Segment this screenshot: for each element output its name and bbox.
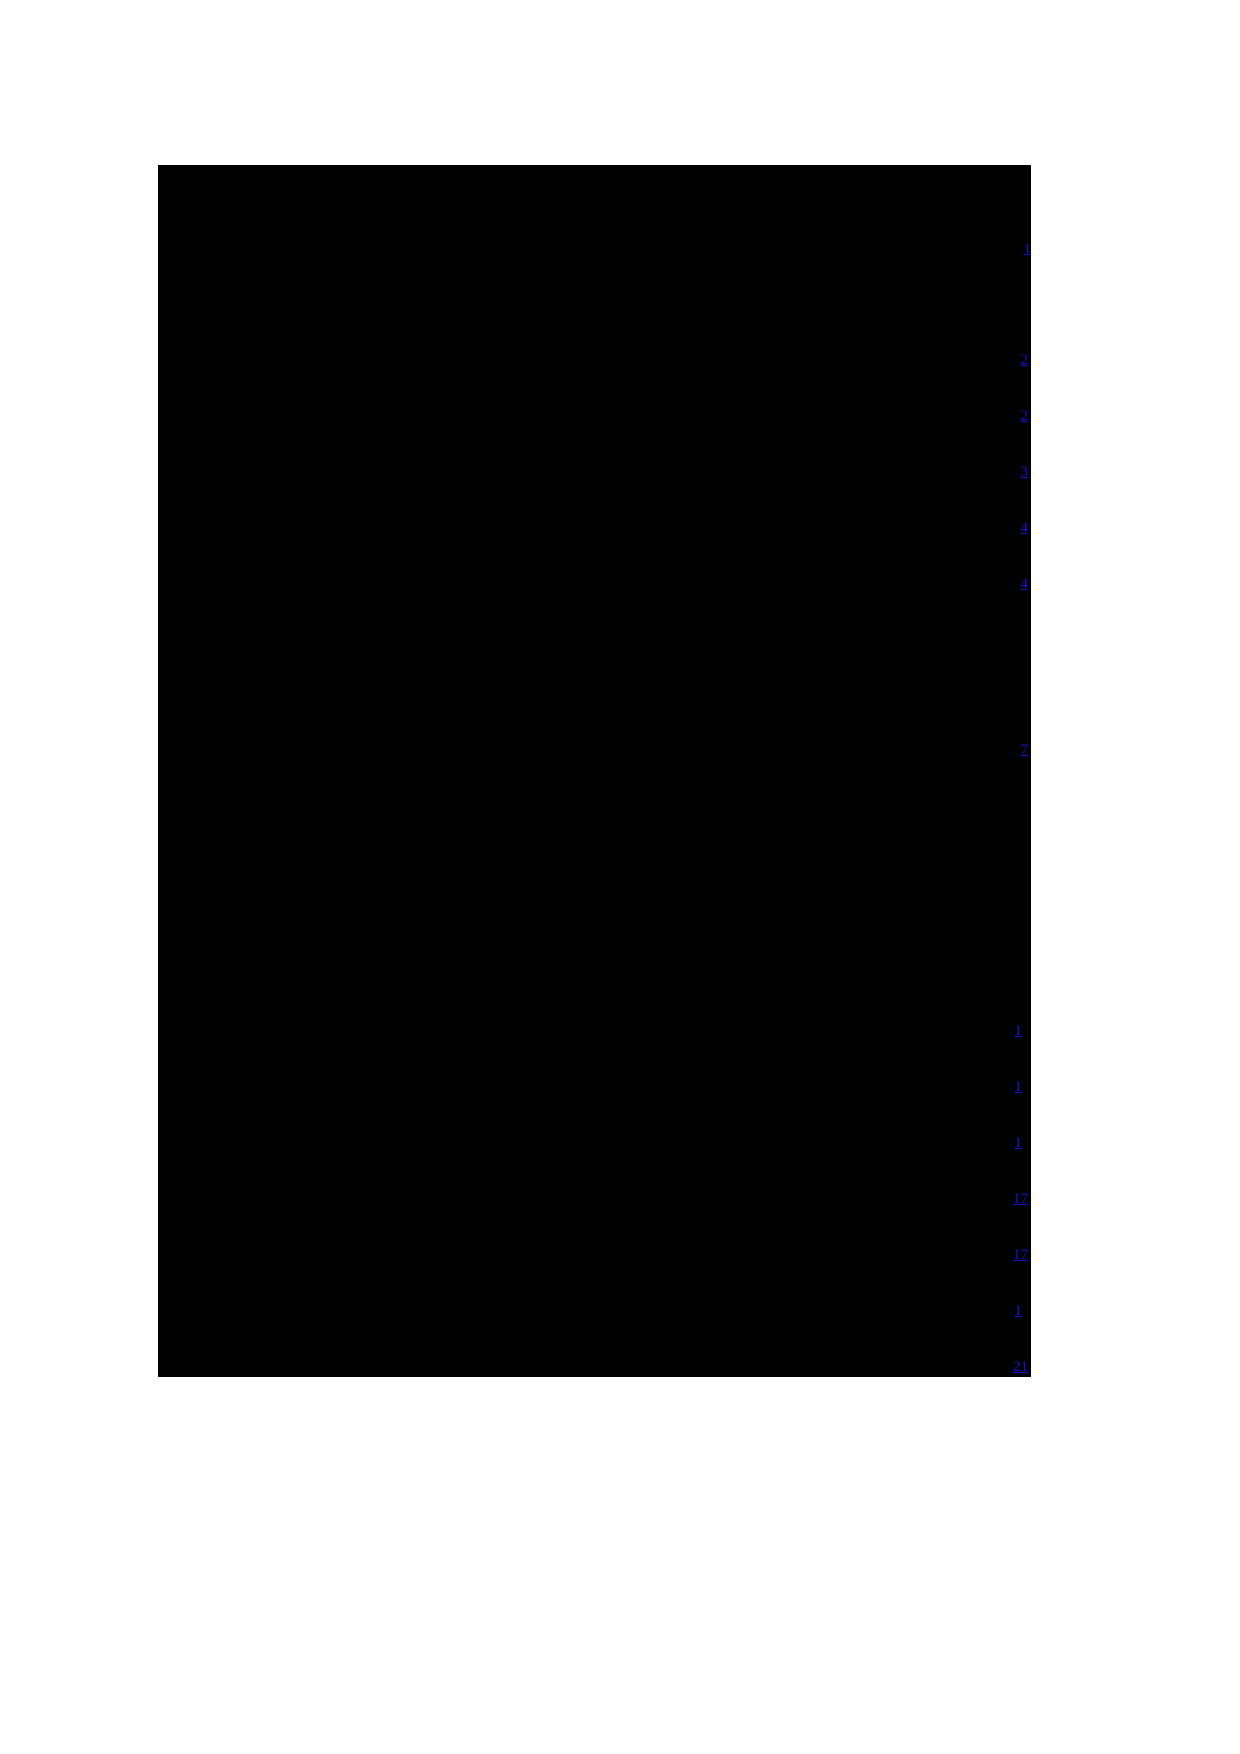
toc-entry[interactable] — [158, 575, 1031, 593]
toc-entry-page-link[interactable]: 1 — [1023, 241, 1031, 257]
toc-entry[interactable] — [158, 463, 1031, 481]
toc-entry[interactable] — [158, 519, 1031, 537]
toc-entry[interactable] — [158, 1246, 1031, 1264]
toc-entry-page-link[interactable]: 2 — [1020, 408, 1028, 424]
toc-entry[interactable] — [158, 351, 1031, 369]
toc-entry-page-link[interactable]: 1 — [1014, 1303, 1022, 1319]
document-page — [158, 165, 1031, 1377]
toc-entry-page-link[interactable]: 3 — [1020, 464, 1028, 480]
table-of-contents — [158, 165, 1031, 1377]
toc-entry-page-link[interactable]: 7 — [1020, 742, 1028, 758]
toc-entry-page-link[interactable]: 1 — [1014, 1079, 1022, 1095]
toc-entry[interactable] — [158, 240, 1031, 258]
toc-entry[interactable] — [158, 1358, 1031, 1376]
toc-entry[interactable] — [158, 1022, 1031, 1040]
toc-entry-page-link[interactable]: 1 — [1014, 1023, 1022, 1039]
toc-entry-page-link[interactable]: 4 — [1020, 576, 1028, 592]
toc-entry[interactable] — [158, 1078, 1031, 1096]
toc-entry[interactable] — [158, 1302, 1031, 1320]
toc-entry-page-link[interactable]: 1 — [1014, 1135, 1022, 1151]
toc-entry-page-link[interactable]: 21 — [1013, 1359, 1028, 1375]
toc-entry[interactable] — [158, 1134, 1031, 1152]
toc-entry-page-link[interactable]: 17 — [1013, 1191, 1028, 1207]
toc-entry[interactable] — [158, 1190, 1031, 1208]
toc-entry-page-link[interactable]: 4 — [1020, 520, 1028, 536]
toc-entry[interactable] — [158, 407, 1031, 425]
toc-entry[interactable] — [158, 741, 1031, 759]
toc-entry-page-link[interactable]: 2 — [1020, 352, 1028, 368]
toc-entry-page-link[interactable]: 17 — [1013, 1247, 1028, 1263]
